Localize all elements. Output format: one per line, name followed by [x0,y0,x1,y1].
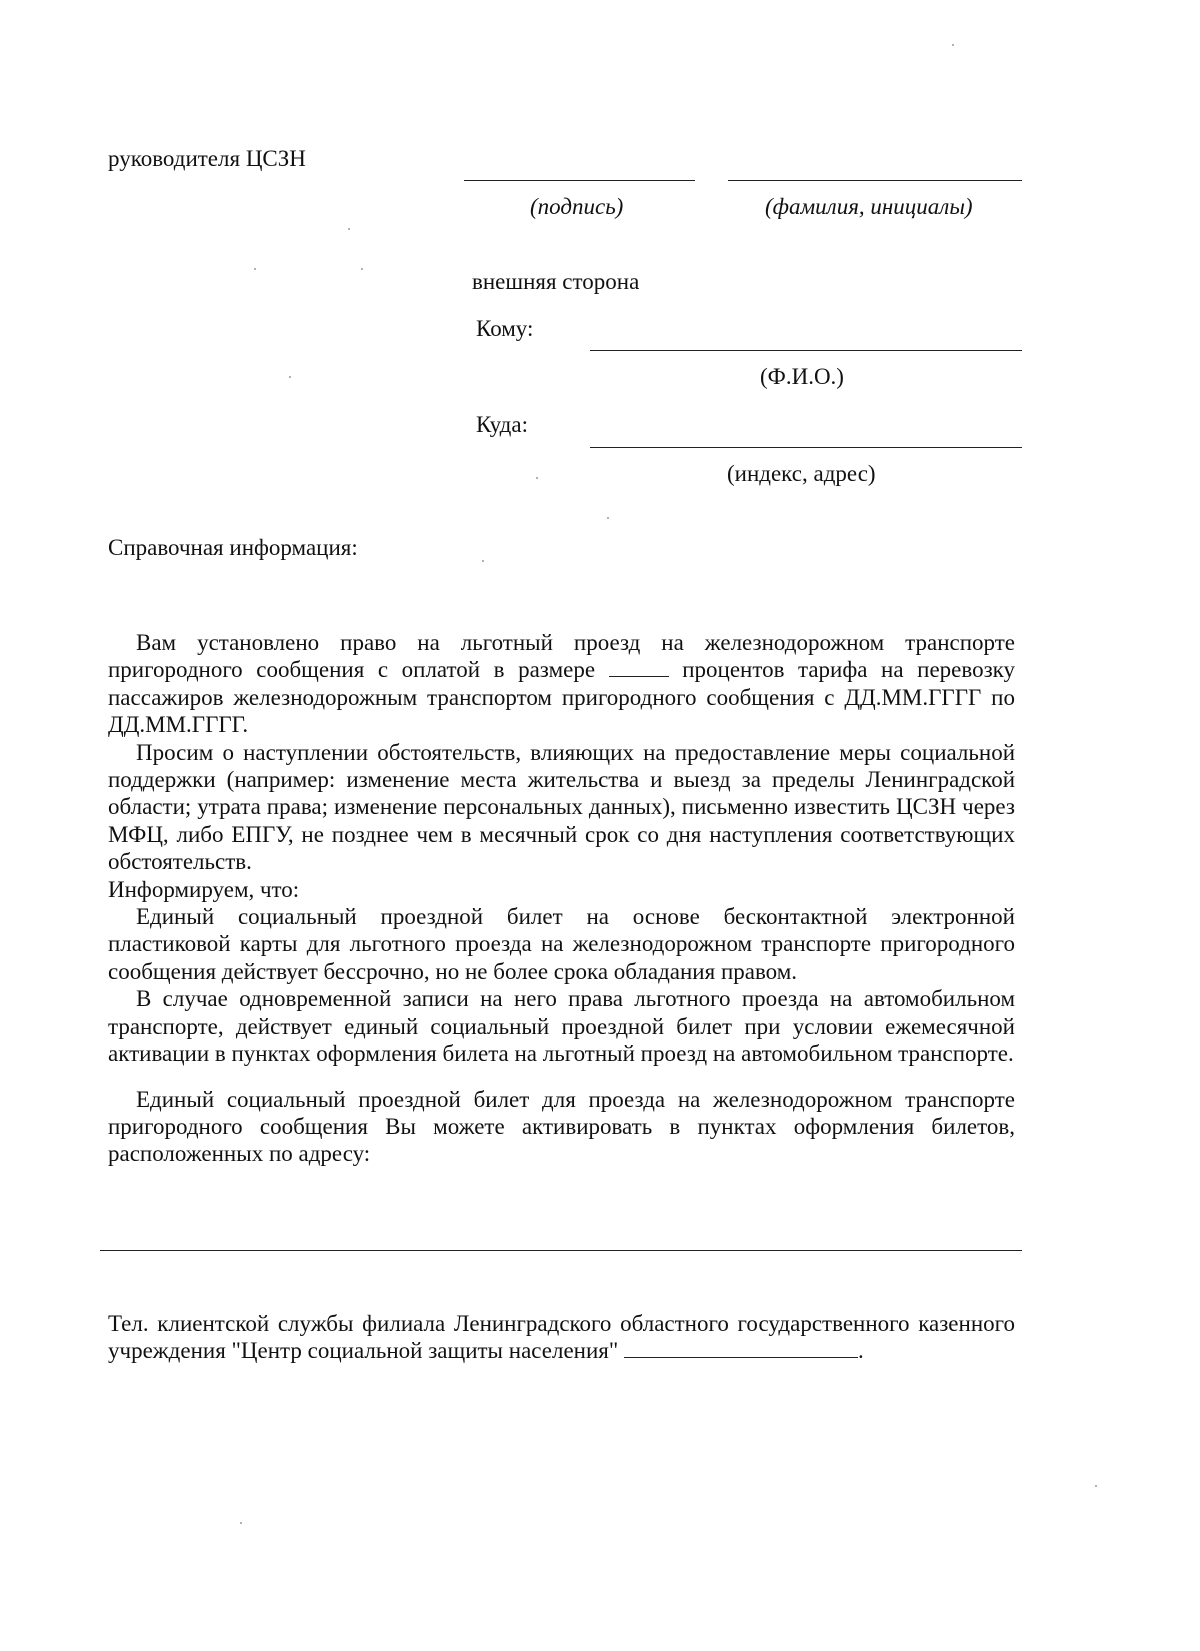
address-blank-line [100,1250,1022,1251]
signature-line [464,180,695,181]
paragraph-right-text-b: процентов тарифа на перевозку пассажиров железнодорожным транспортом пригородного сообщения с ДД.ММ.ГГГГ по ДД.ММ.ГГГГ. [108,657,1016,738]
name-caption: (фамилия, инициалы) [765,194,973,219]
paragraph-auto-transport: В случае одновременной записи на него права льготного проезда на автомобильном транспорте, действует единый социальный проездной билет при условии ежемесячной активации в пунктах оформления билета на льготный проезд на автомобильном транспорте. [108,986,1015,1067]
scan-speck [952,44,954,46]
scan-speck [607,517,609,519]
phone-paragraph [108,1310,1015,1365]
percent-blank [609,656,669,677]
phone-text: Тел. клиентской службы филиала Ленинградского областного государственного казенного учреждения "Центр социальной защиты населения" [108,1311,1015,1364]
name-line [728,180,1022,181]
where-label: Куда: [476,412,528,437]
paragraph-right [108,629,1015,739]
phone-end-mark: . [858,1338,864,1364]
scan-speck [482,560,484,562]
to-line [590,350,1022,351]
scan-speck [536,477,538,479]
address-line [590,447,1022,448]
paragraph-inform: Информируем, что: [108,876,300,902]
envelope-side-label: внешняя сторона [472,269,640,294]
paragraph-activation: Единый социальный проездной билет для проезда на железнодорожном транспорте пригородного сообщения Вы можете активировать в пунктах оформления билетов, расположенных по адресу: [108,1086,1015,1167]
info-heading: Справочная информация: [108,535,358,560]
phone-info [108,1310,1015,1365]
scan-speck [289,376,291,378]
scan-speck [240,1522,242,1524]
paragraph-right-text-a: Вам установлено право на льготный проезд на железнодорожном транспорте пригородного сообщения с оплатой в размере [108,630,1015,683]
signature-caption: (подпись) [530,194,624,219]
to-label: Кому: [476,316,534,341]
phone-blank [624,1337,858,1358]
fio-caption: (Ф.И.О.) [760,364,844,389]
paragraph-ticket: Единый социальный проездной билет на основе бесконтактной электронной пластиковой карты для льготного проезда на железнодорожном транспорте пригородного сообщения действует бессрочно, но не более срока обладания правом. [108,904,1015,984]
address-caption: (индекс, адрес) [727,461,876,486]
info-body [108,629,1015,1168]
position-label: руководителя ЦСЗН [108,146,306,171]
paragraph-notify: Просим о наступлении обстоятельств, влияющих на предоставление меры социальной поддержки (например: изменение места жительства и выезд за пределы Ленинградской области; утрата права; изменение персональных данных), письменно известить ЦСЗН через МФЦ, либо ЕПГУ, не позднее чем в месячный срок со дня наступления соответствующих обстоятельств. [108,739,1015,875]
scan-speck [348,228,350,230]
scan-speck [361,268,363,270]
scan-speck [1095,1485,1097,1487]
scan-speck [254,268,256,270]
